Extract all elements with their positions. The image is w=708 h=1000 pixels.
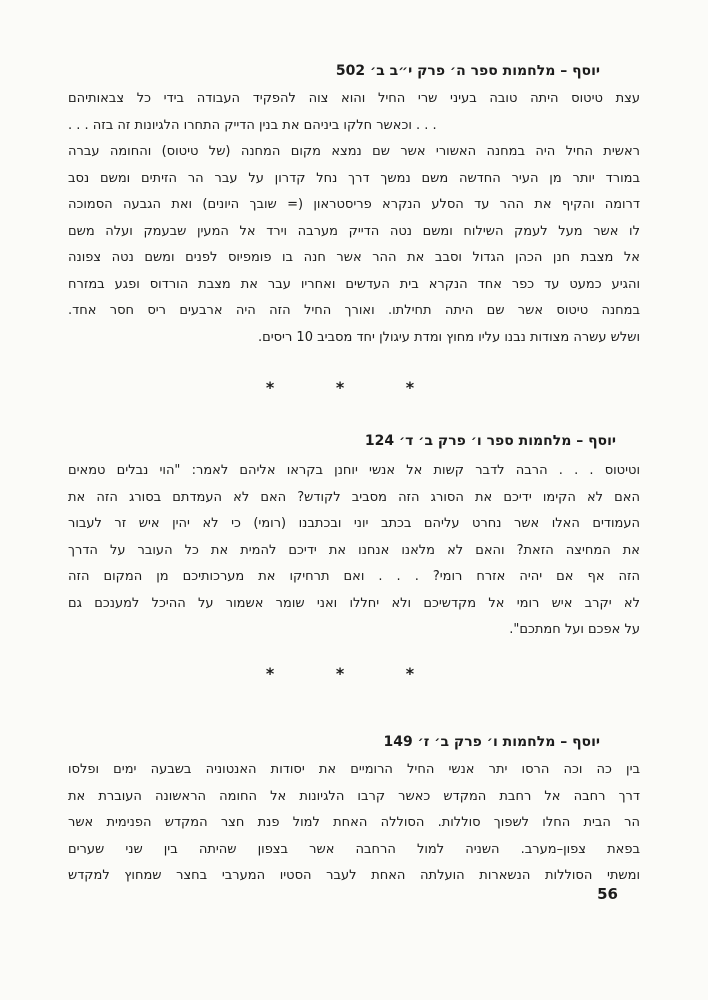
text-line: על אפכם ועל חמתכם".	[509, 622, 640, 637]
text-line: וטיטוס . . . הרבה לדבר קשות אל אנשי יוחנן בקראו אליהם לאמר: "הוי נבלים טמאים	[68, 463, 640, 478]
text-line: את המחיצה הזאת? והאם לא מלאנו אנחנו את ידיכם להמית את כל העובר על הדרך	[68, 542, 640, 558]
text-line: הר הבית החלו לשפוך סוללות. הסוללה האחת למול פנת חצר המקדש הפנימית אשר	[68, 815, 640, 830]
text-line: במחנה טיטוס אשר שם היתה תחילתו. ואורך החיל הזה היה ארבעים ריס חסר אחד.	[68, 303, 640, 318]
text-line: לו אשר מעל לעמק השילוח ומשם נטה הדייק מערבה וירד אל המעין שבעמק ועלה משם	[68, 223, 640, 239]
citation-page: 149	[383, 734, 413, 750]
quote-body	[68, 86, 640, 351]
text-line: עצת טיטוס היתה טובה בעיני שרי החיל והוא צוה להפקיד העבודה בידי כל צבאותיהם	[68, 91, 640, 106]
section-separator: * * *	[265, 664, 443, 683]
citation-work: מלחמות ספר ה׳ פרק י״ב ב׳	[369, 63, 556, 79]
citation-author: יוסף	[588, 433, 616, 449]
text-line: לא יקרב איש רומי אל מקדשיכם ולא יחללו ואני שומר אשמור על ההיכל למענכם גם	[68, 595, 640, 611]
source-citation	[180, 733, 600, 751]
text-line: דרומה והקיף את ההר עד הסלע הנקרא פריסטראון (= שובך היונים) ואת הגבעה הסמוכה	[68, 197, 640, 212]
quote-section-3	[68, 733, 640, 893]
text-line: במורד יותר מן העיר החדשה משם נמשך דרך נחל קדרון על עבר הר הזיתים ומשם נסב	[68, 170, 640, 186]
text-line: דרך רחבה אל רחבת המקדש כאשר קרבו הלגיונות אל החומה הראשונה העוברת את	[68, 788, 640, 804]
text-line: ושלש עשרה מצודות נבנו עליו מחוץ ומדת עיגולן יחד מסביב 10 ריסים.	[257, 329, 640, 345]
text-line: בין כה וכה הרסו יתר אנשי החיל הרומיים את יסודות האנטוניה בשבעה ימים ופלסו	[68, 762, 640, 777]
text-line: . . . וכאשר חלקו ביניהם את בנין הדייק התחרו הלגיונות זה בזה . . .	[68, 117, 437, 133]
text-line: והגיע כמעט עד כפר אחד הנקרא בית העדשים ואחריו עבר את מצבת הורדוס ופגע במזרח	[68, 276, 640, 292]
citation-dash: –	[560, 63, 568, 79]
citation-dash: –	[576, 433, 584, 449]
source-citation	[180, 62, 600, 80]
citation-dash: –	[560, 734, 568, 750]
citation-author: יוסף	[572, 734, 600, 750]
citation-work: מלחמות ו׳ פרק ב׳ ז׳	[417, 734, 556, 750]
text-line: העמודים האלו אשר נחרט עליהם בכתב יוני ובכתבנו (רומי) כי לא יהין איש זר לעבור	[68, 516, 640, 531]
page-number: 56	[597, 885, 618, 903]
citation-page: 502	[335, 63, 366, 79]
quote-body	[68, 757, 640, 890]
citation-work: מלחמות ספר ו׳ פרק ב׳ ד׳	[398, 433, 572, 449]
citation-author: יוסף	[572, 63, 600, 79]
text-line: הזה אף אם יהיה אזרח רומי? . . . ואם תרחיקו את מערכותיכם מן המקום הזה	[68, 569, 640, 584]
quote-section-1	[68, 62, 640, 362]
quote-body	[68, 458, 640, 644]
text-line: אל מצבת חנן הכהן הגדול וסבב את ההר אשר חנה בו פומפיוס לפנים ומשם נטה צפונה	[68, 250, 640, 265]
text-line: ומשתי הסוללות הנשארות הועלתה האחת לעבר הסטיו המערבי בחצר שמחוץ למקדש	[68, 868, 640, 883]
text-line: בפאת צפון–מערב. השניה למול הרחבה אשר בצפון שהיתה בין שני שערים	[68, 841, 640, 857]
source-citation	[196, 432, 616, 450]
quote-section-2	[68, 432, 640, 642]
citation-page: 124	[364, 433, 395, 449]
text-line: ראשית החיל היה במחנה האשורי אשר שם נמצא מקום המחנה (של טיטוס) והחומה עברה	[68, 144, 640, 159]
section-separator: * * *	[265, 378, 443, 397]
text-line: האם לא הקימו ידיכם את הסורג הזה מסביב לקודש? האם לא העמדתם בסורג הזה את	[68, 489, 640, 505]
